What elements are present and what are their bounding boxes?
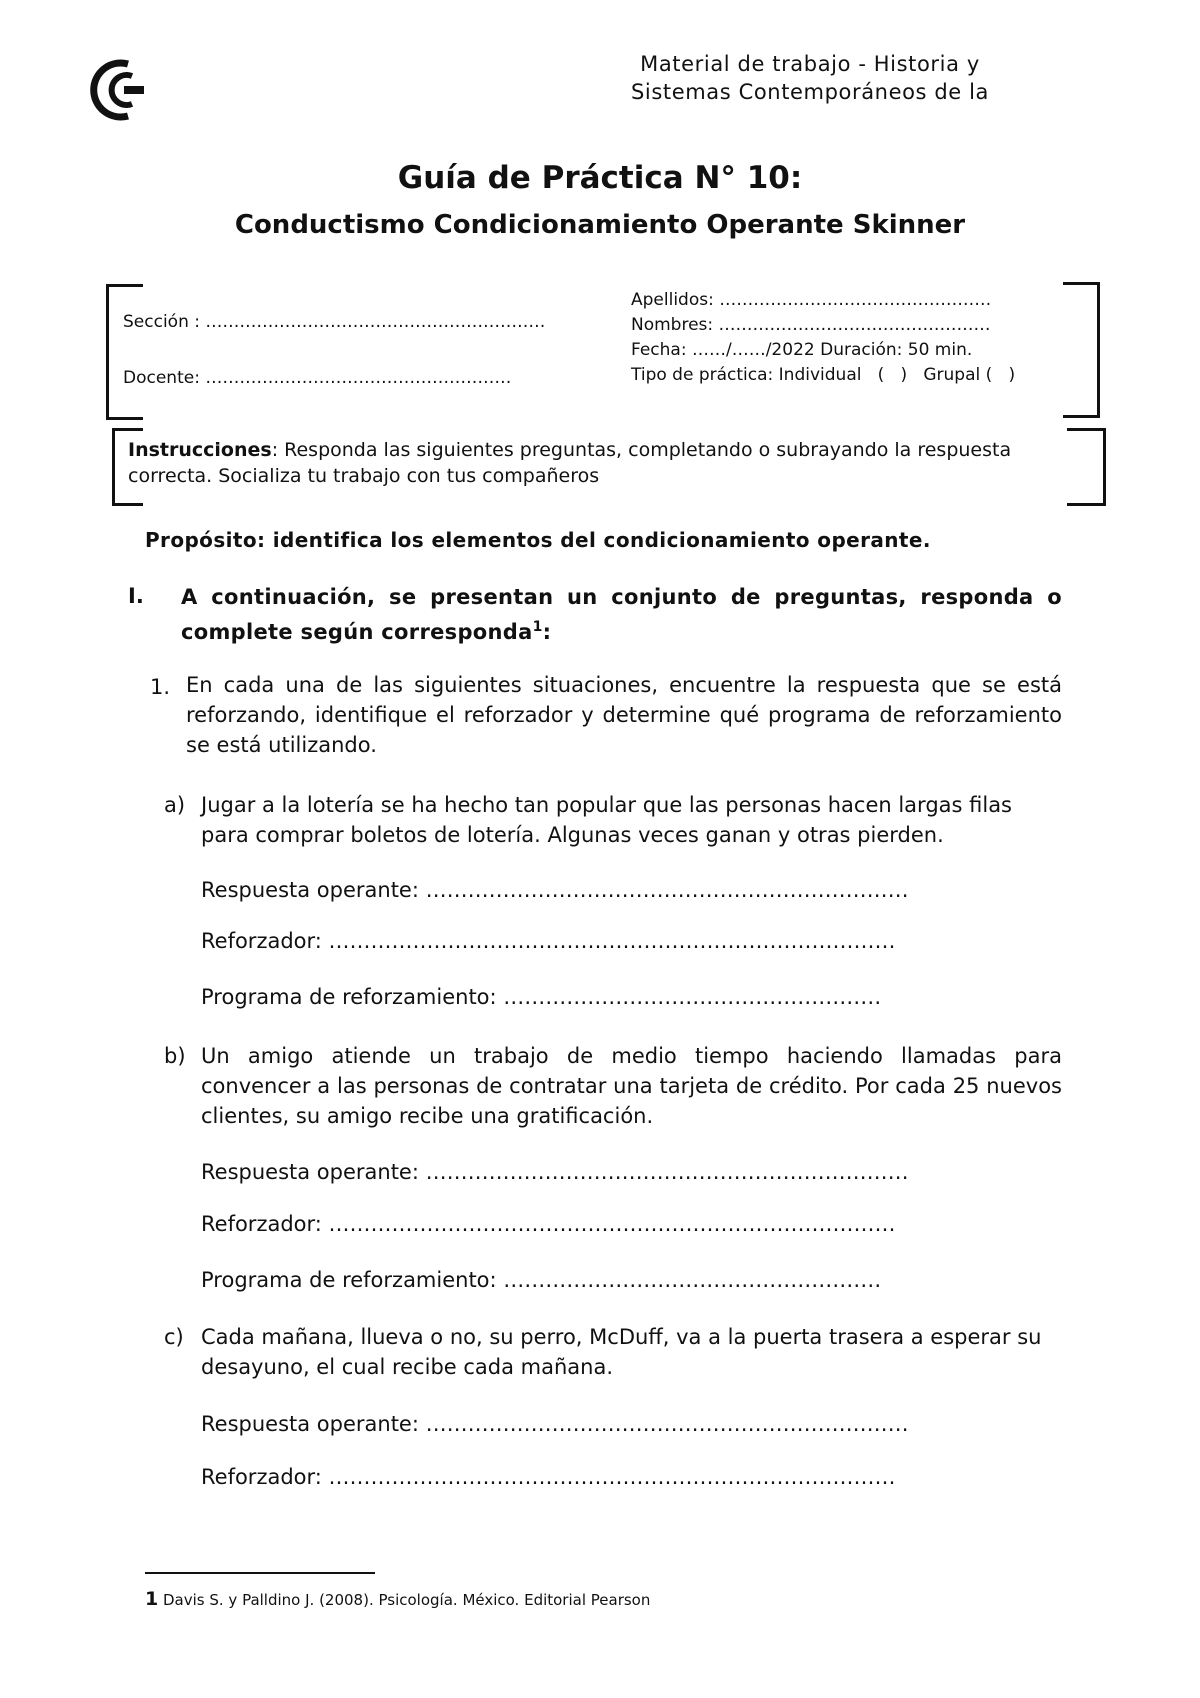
- item-b-text: Un amigo atiende un trabajo de medio tiempo haciendo llamadas para convencer a las personas de contratar una tarjeta de crédito. Por cada 25 nuevos clientes, su amigo recibe una gratificación.: [201, 1044, 1062, 1128]
- item-b-reforzador: Reforzador: ………………………………………………………………………: [201, 1212, 896, 1236]
- institution-logo-icon: [88, 58, 144, 122]
- footnote-separator: [145, 1572, 375, 1574]
- question-number: 1.: [150, 675, 171, 699]
- tipo-practica-field: Tipo de práctica: Individual ( ) Grupal ( ): [631, 365, 1016, 385]
- header-line-2: Sistemas Contemporáneos de la: [630, 80, 990, 104]
- page-title: Guía de Práctica N° 10:: [397, 160, 803, 196]
- info-bracket-left: [106, 284, 143, 420]
- info-bracket-right: [1063, 282, 1100, 418]
- seccion-field: Sección : ……………………………………………………: [123, 312, 546, 332]
- item-b-programa: Programa de reforzamiento: ………………………………………………: [201, 1268, 882, 1292]
- footnote-number: 1: [145, 1588, 159, 1610]
- item-c-text: Cada mañana, llueva o no, su perro, McDuff, va a la puerta trasera a esperar su desayuno, el cual recibe cada mañana.: [201, 1325, 1042, 1379]
- footnote-ref: 1: [532, 619, 543, 635]
- item-a-respuesta: Respuesta operante: ……………………………………………………………: [201, 878, 909, 902]
- nombres-field: Nombres: …………………………………………: [631, 315, 991, 335]
- item-c-letter: c): [164, 1325, 184, 1349]
- instructions-label: Instrucciones: [128, 439, 272, 461]
- footnote-text: Davis S. y Palldino J. (2008). Psicología. México. Editorial Pearson: [158, 1591, 651, 1609]
- purpose: Propósito: identifica los elementos del condicionamiento operante.: [145, 528, 931, 552]
- header-line-1: Material de trabajo - Historia y: [640, 52, 980, 76]
- document-header: [600, 50, 1020, 106]
- question-text: En cada una de las siguientes situaciones, encuentre la respuesta que se está reforzando, identifique el reforzador y determine qué programa de reforzamiento se está utilizando.: [186, 673, 1062, 757]
- docente-field: Docente: ………………………………………………: [123, 368, 512, 388]
- fecha-field: Fecha: ……/……/2022 Duración: 50 min.: [631, 340, 973, 360]
- section-suffix: :: [542, 620, 552, 644]
- item-a-reforzador: Reforzador: ………………………………………………………………………: [201, 929, 896, 953]
- item-a-letter: a): [164, 793, 186, 817]
- apellidos-field: Apellidos: …………………………………………: [631, 290, 992, 310]
- section-text: A continuación, se presentan un conjunto de preguntas, responda o complete según corresponda: [181, 585, 1062, 644]
- item-b-letter: b): [164, 1044, 186, 1068]
- info-right-block: [631, 288, 1015, 388]
- item-c-reforzador: Reforzador: ………………………………………………………………………: [201, 1465, 896, 1489]
- item-a-text: Jugar a la lotería se ha hecho tan popular que las personas hacen largas filas para comprar boletos de lotería. Algunas veces ganan y otras pierden.: [201, 793, 1013, 847]
- page-subtitle: Conductismo Condicionamiento Operante Skinner: [234, 210, 966, 240]
- section-heading: [181, 582, 1062, 647]
- item-b-respuesta: Respuesta operante: ……………………………………………………………: [201, 1160, 909, 1184]
- section-number: I.: [128, 584, 144, 608]
- footnote: [145, 1588, 650, 1610]
- instructions-text: : Responda las siguientes preguntas, completando o subrayando la respuesta correcta. Socializa tu trabajo con tus compañeros: [128, 439, 1012, 487]
- item-a-programa: Programa de reforzamiento: ………………………………………………: [201, 985, 882, 1009]
- instructions: [128, 437, 1078, 489]
- item-c-respuesta: Respuesta operante: ……………………………………………………………: [201, 1412, 909, 1436]
